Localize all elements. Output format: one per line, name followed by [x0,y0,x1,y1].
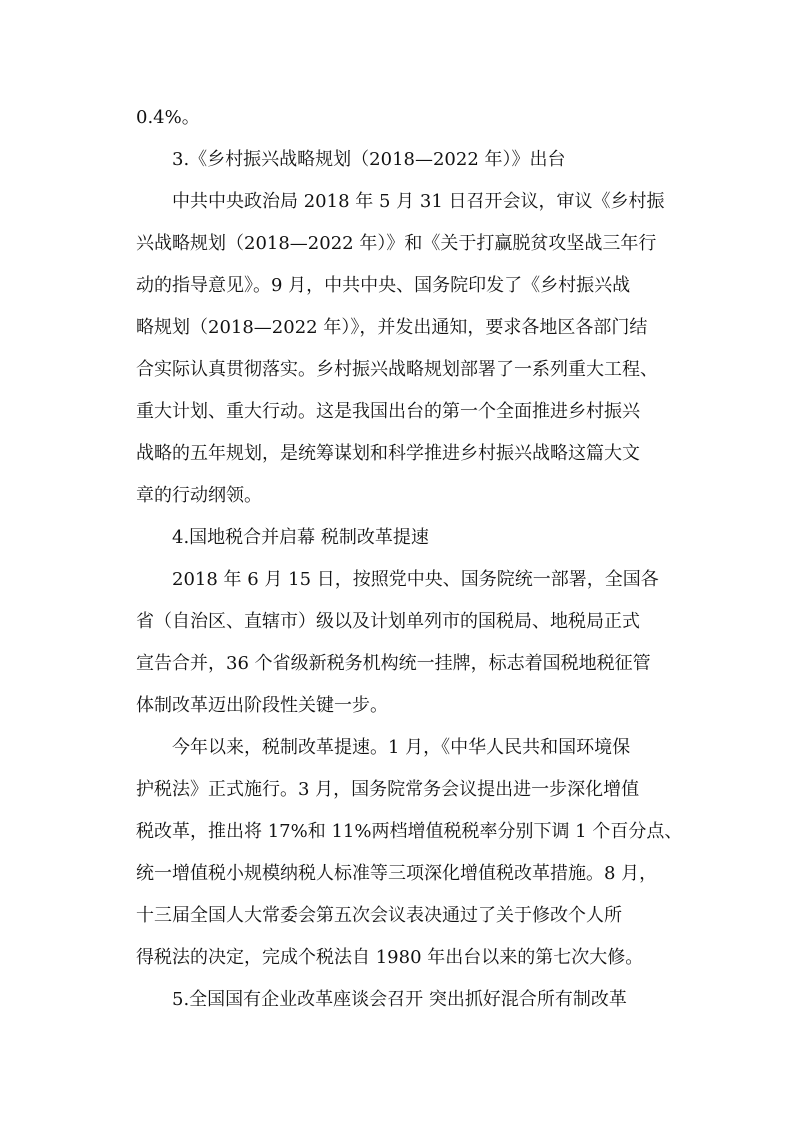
section-heading: 4.国地税合并启幕 税制改革提速 [172,527,429,548]
text-line: 今年以来，税制改革提速。1 月，《中华人民共和国环境保 [172,737,631,758]
text-line: 合实际认真贯彻落实。乡村振兴战略规划部署了一系列重大工程、 [136,359,658,380]
text-line: 体制改革迈出阶段性关键一步。 [136,695,388,716]
text-line: 2018 年 6 月 15 日，按照党中央、国务院统一部署，全国各 [172,569,659,590]
section-heading: 5.全国国有企业改革座谈会召开 突出抓好混合所有制改革 [172,989,627,1010]
text-line: 护税法》正式施行。3 月，国务院常务会议提出进一步深化增值 [136,779,640,800]
text-line: 中共中央政治局 2018 年 5 月 31 日召开会议，审议《乡村振 [172,191,665,212]
text-line: 省（自治区、直辖市）级以及计划单列市的国税局、地税局正式 [136,611,640,632]
text-line: 宣告合并，36 个省级新税务机构统一挂牌，标志着国税地税征管 [136,653,651,674]
text-line: 税改革，推出将 17%和 11%两档增值税税率分别下调 1 个百分点、 [136,821,683,842]
text-line: 十三届全国人大常委会第五次会议表决通过了关于修改个人所 [136,905,622,926]
text-line: 兴战略规划（2018—2022 年）》和《关于打赢脱贫攻坚战三年行 [136,233,657,254]
text-line: 统一增值税小规模纳税人标准等三项深化增值税改革措施。8 月， [136,863,658,884]
text-line: 重大计划、重大行动。这是我国出台的第一个全面推进乡村振兴 [136,401,640,422]
text-line: 0.4%。 [136,107,200,128]
text-line: 得税法的决定，完成个税法自 1980 年出台以来的第七次大修。 [136,947,644,968]
text-line: 战略的五年规划，是统筹谋划和科学推进乡村振兴战略这篇大文 [136,443,640,464]
section-heading: 3.《乡村振兴战略规划（2018—2022 年）》出台 [172,149,566,170]
text-line: 略规划（2018—2022 年）》，并发出通知，要求各地区各部门结 [136,317,648,338]
text-line: 动的指导意见》。9 月，中共中央、国务院印发了《乡村振兴战 [136,275,631,296]
text-line: 章的行动纲领。 [136,485,262,506]
